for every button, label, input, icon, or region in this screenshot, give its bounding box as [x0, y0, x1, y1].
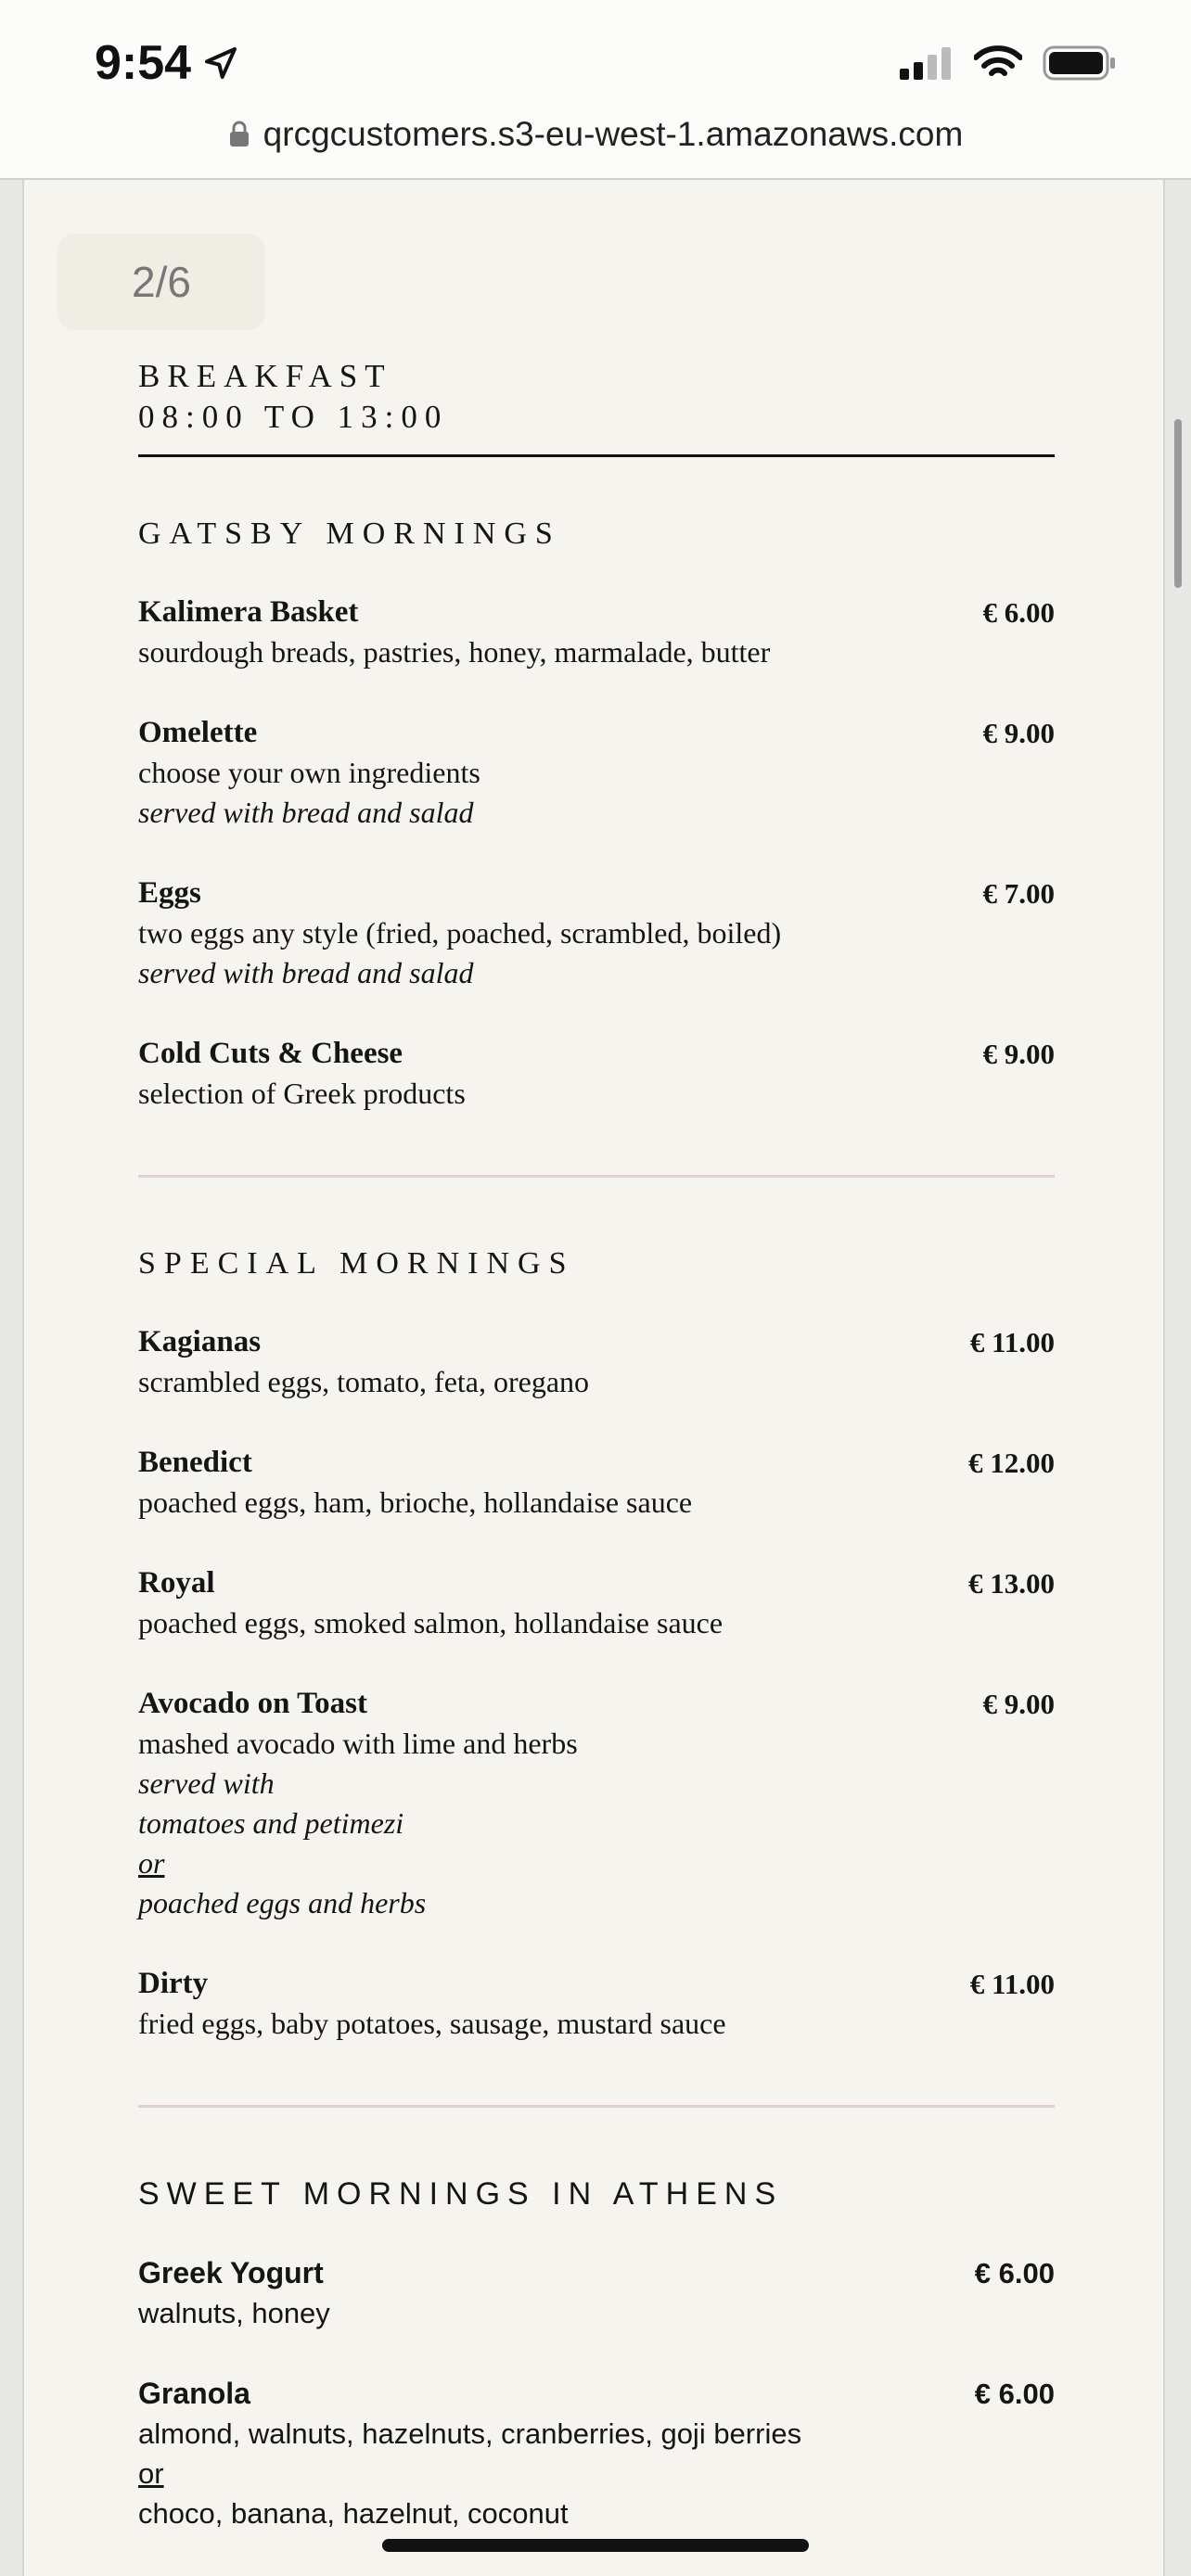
item-price: € 9.00 — [982, 1038, 1055, 1070]
url-text: qrcgcustomers.s3-eu-west-1.amazonaws.com — [263, 115, 964, 153]
battery-icon — [1043, 45, 1117, 82]
item-price: € 6.00 — [974, 2257, 1055, 2289]
item-description: poached eggs, smoked salmon, hollandaise sauce — [138, 1606, 724, 1639]
menu-content — [138, 356, 1055, 2533]
menu-item — [138, 1443, 1055, 1523]
menu-item — [138, 593, 1055, 672]
item-name: Benedict — [138, 1446, 252, 1479]
item-price: € 13.00 — [968, 1567, 1055, 1600]
item-note: served with bread and salad — [138, 956, 474, 989]
item-description: mashed avocado with lime and herbs — [138, 1727, 578, 1760]
menu-item — [138, 1563, 1055, 1643]
item-price: € 6.00 — [982, 596, 1055, 629]
section-title-sweet-mornings: SWEET MORNINGS IN ATHENS — [138, 2176, 784, 2212]
item-price: € 12.00 — [968, 1447, 1055, 1479]
item-or-separator: or — [138, 2457, 164, 2490]
item-name: Cold Cuts & Cheese — [138, 1037, 403, 1070]
browser-chrome — [0, 0, 1191, 180]
item-price: € 7.00 — [982, 877, 1055, 910]
menu-item — [138, 1034, 1055, 1114]
item-name: Kalimera Basket — [138, 595, 359, 629]
cellular-signal-icon — [900, 46, 954, 80]
item-description: scrambled eggs, tomato, feta, oregano — [138, 1365, 590, 1398]
address-bar[interactable] — [0, 115, 1191, 156]
menu-page — [22, 180, 1165, 2576]
item-description: two eggs any style (fried, poached, scrambled, boiled) — [138, 916, 782, 950]
item-note: served with — [138, 1766, 275, 1800]
item-name: Greek Yogurt — [138, 2256, 324, 2289]
section-title-special-mornings: SPECIAL MORNINGS — [138, 1246, 575, 1281]
item-name: Dirty — [138, 1967, 209, 2000]
item-name: Granola — [138, 2377, 250, 2410]
item-description: selection of Greek products — [138, 1077, 466, 1110]
item-name: Eggs — [138, 876, 201, 910]
item-price: € 11.00 — [969, 1968, 1055, 2000]
item-description: choco, banana, hazelnut, coconut — [138, 2497, 569, 2530]
section-title-gatsby-mornings: GATSBY MORNINGS — [138, 516, 561, 551]
item-price: € 9.00 — [982, 1688, 1055, 1720]
menu-item — [138, 713, 1055, 833]
lock-icon — [228, 117, 250, 156]
item-description: walnuts, honey — [138, 2297, 330, 2329]
item-note: tomatoes and petimezi — [138, 1806, 404, 1840]
item-price: € 9.00 — [982, 717, 1055, 749]
item-description: poached eggs, ham, brioche, hollandaise sauce — [138, 1486, 693, 1519]
status-time: 9:54 — [95, 35, 239, 91]
menu-title: BREAKFAST — [138, 358, 392, 394]
wifi-icon — [974, 45, 1022, 81]
item-name: Avocado on Toast — [138, 1687, 367, 1720]
item-name: Omelette — [138, 716, 258, 749]
home-indicator[interactable] — [382, 2539, 809, 2552]
menu-item — [138, 1684, 1055, 1923]
item-price: € 11.00 — [969, 1326, 1055, 1358]
menu-item — [138, 1322, 1055, 1402]
item-description: almond, walnuts, hazelnuts, cranberries, goji berries — [138, 2417, 802, 2450]
item-or-separator: or — [138, 1846, 165, 1880]
menu-item — [138, 2374, 1055, 2533]
location-arrow-icon — [202, 45, 239, 82]
item-name: Kagianas — [138, 1325, 262, 1358]
item-note: poached eggs and herbs — [138, 1886, 427, 1919]
menu-hours: 08:00 TO 13:00 — [138, 399, 449, 435]
item-price: € 6.00 — [974, 2378, 1055, 2410]
menu-item — [138, 1964, 1055, 2044]
item-note: served with bread and salad — [138, 796, 474, 829]
section-divider — [138, 1175, 1055, 1178]
menu-item — [138, 874, 1055, 993]
section-divider — [138, 2105, 1055, 2108]
item-name: Royal — [138, 1566, 215, 1600]
item-description: sourdough breads, pastries, honey, marmalade, butter — [138, 635, 771, 669]
scroll-indicator[interactable] — [1174, 419, 1182, 588]
menu-item — [138, 2253, 1055, 2333]
item-description: choose your own ingredients — [138, 756, 480, 789]
title-divider — [138, 454, 1055, 457]
page-indicator: 2/6 — [58, 234, 265, 330]
item-description: fried eggs, baby potatoes, sausage, mustard sauce — [138, 2007, 726, 2040]
status-icons — [900, 45, 1117, 82]
